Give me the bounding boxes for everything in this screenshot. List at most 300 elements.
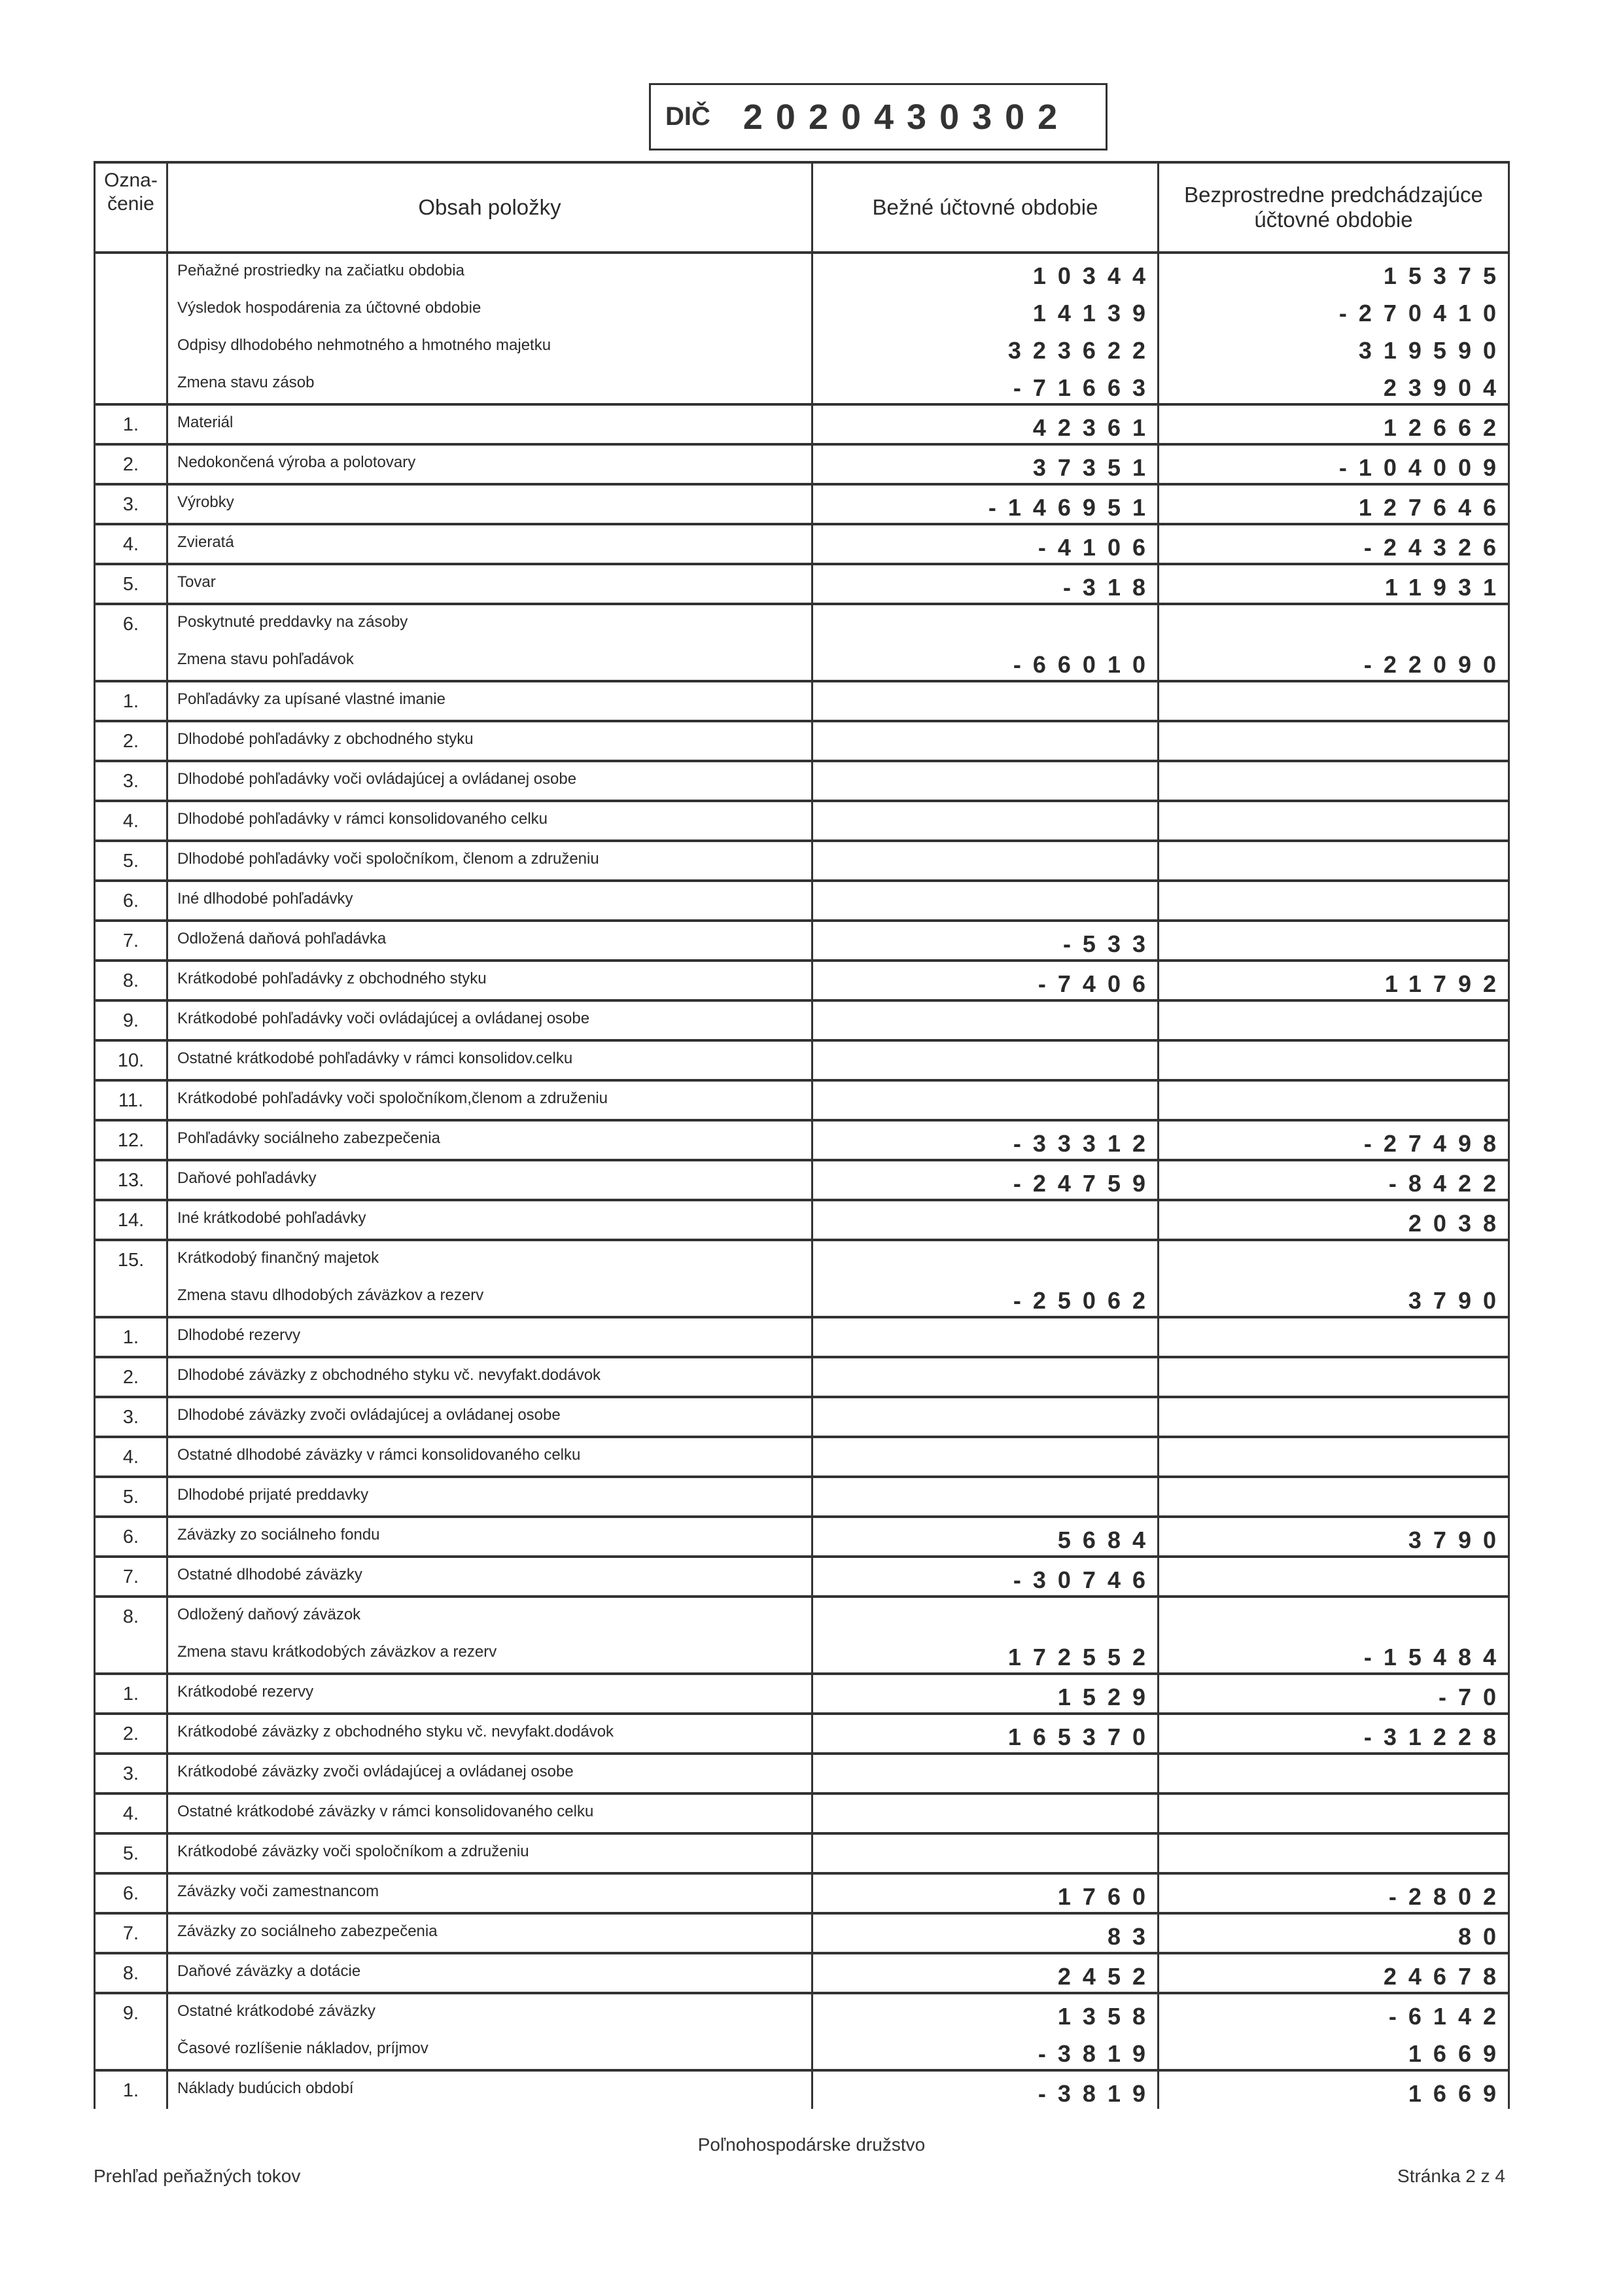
previous-period-value: 1669 <box>1408 2080 1508 2107</box>
row-lines <box>168 1954 1508 1992</box>
row-line <box>168 291 1508 328</box>
item-label: Zmena stavu pohľadávok <box>168 643 813 680</box>
table-row <box>96 1558 1508 1598</box>
row-line <box>168 962 1508 999</box>
table-row <box>96 1835 1508 1875</box>
row-code: 2. <box>96 446 168 483</box>
row-code: 2. <box>96 1715 168 1752</box>
row-code: 12. <box>96 1122 168 1159</box>
row-code: 1. <box>96 2072 168 2109</box>
row-lines <box>168 1994 1508 2069</box>
row-line <box>168 1398 1508 1436</box>
current-period-value: -3819 <box>813 2032 1159 2069</box>
table-row <box>96 1598 1508 1675</box>
previous-period-value <box>1159 1755 1508 1792</box>
current-period-value <box>813 1598 1159 1635</box>
previous-period-value <box>1159 1795 1508 1832</box>
current-period-value: -4106 <box>813 525 1159 563</box>
previous-period-value: 319590 <box>1358 337 1508 364</box>
row-code: 10. <box>96 1042 168 1079</box>
item-label: Krátkodobé záväzky z obchodného styku vč. nevyfakt.dodávok <box>168 1715 813 1752</box>
previous-period-value: -31228 <box>1363 1723 1508 1750</box>
row-code: 8. <box>96 1598 168 1672</box>
previous-period-value: -70 <box>1438 1684 1508 1710</box>
current-period-value: 14139 <box>813 291 1159 328</box>
table-row <box>96 1915 1508 1954</box>
current-period-value: -24759 <box>813 1161 1159 1199</box>
row-code: 11. <box>96 1082 168 1119</box>
previous-period-value: 11931 <box>1384 574 1508 601</box>
row-line <box>168 1478 1508 1515</box>
current-period-value <box>813 605 1159 643</box>
item-label: Daňové pohľadávky <box>168 1161 813 1199</box>
row-line <box>168 922 1508 959</box>
table-row <box>96 406 1508 446</box>
previous-period-value <box>1159 1478 1508 1515</box>
current-period-value: 323622 <box>813 328 1159 366</box>
current-period-value: -33312 <box>813 1122 1159 1159</box>
table-body <box>96 254 1508 2109</box>
previous-period-value: 127646 <box>1358 494 1508 521</box>
table-row <box>96 882 1508 922</box>
row-code: 5. <box>96 1478 168 1515</box>
item-label: Krátkodobý finančný majetok <box>168 1241 813 1279</box>
item-label: Dlhodobé pohľadávky v rámci konsolidovaného celku <box>168 802 813 839</box>
row-lines <box>168 1042 1508 1079</box>
row-code: 2. <box>96 1358 168 1396</box>
row-lines <box>168 446 1508 483</box>
table-row <box>96 1122 1508 1161</box>
row-lines <box>168 842 1508 879</box>
current-period-value <box>813 1082 1159 1119</box>
row-lines <box>168 882 1508 919</box>
table-row <box>96 1438 1508 1478</box>
current-period-value <box>813 1241 1159 1279</box>
table-row <box>96 1478 1508 1518</box>
current-period-value: 5684 <box>813 1518 1159 1555</box>
item-label: Poskytnuté preddavky na zásoby <box>168 605 813 643</box>
previous-period-value: -6142 <box>1388 2003 1508 2030</box>
row-line <box>168 1675 1508 1712</box>
item-label: Dlhodobé pohľadávky voči spoločníkom, členom a združeniu <box>168 842 813 879</box>
row-lines <box>168 1478 1508 1515</box>
current-period-value <box>813 722 1159 760</box>
previous-period-value <box>1159 1835 1508 1872</box>
item-label: Peňažné prostriedky na začiatku obdobia <box>168 254 813 291</box>
row-code: 3. <box>96 486 168 523</box>
row-lines <box>168 525 1508 563</box>
table-row <box>96 254 1508 406</box>
row-lines <box>168 1558 1508 1595</box>
row-lines <box>168 1438 1508 1475</box>
row-code: 6. <box>96 1875 168 1912</box>
previous-period-value <box>1159 802 1508 839</box>
row-lines <box>168 1398 1508 1436</box>
table-row <box>96 1994 1508 2072</box>
item-label: Zmena stavu zásob <box>168 366 813 403</box>
row-code: 3. <box>96 762 168 800</box>
previous-period-value: 12662 <box>1383 414 1508 441</box>
table-row <box>96 1201 1508 1241</box>
row-lines <box>168 565 1508 603</box>
item-label: Materiál <box>168 406 813 443</box>
row-line <box>168 762 1508 800</box>
item-label: Pohľadávky sociálneho zabezpečenia <box>168 1122 813 1159</box>
row-code: 1. <box>96 1675 168 1712</box>
row-code: 5. <box>96 842 168 879</box>
tax-id-value: 2020430302 <box>742 97 1071 137</box>
row-line <box>168 1002 1508 1039</box>
current-period-value: 42361 <box>813 406 1159 443</box>
row-code: 7. <box>96 1558 168 1595</box>
row-line <box>168 1954 1508 1992</box>
row-code: 7. <box>96 1915 168 1952</box>
row-code: 1. <box>96 682 168 720</box>
previous-period-value <box>1159 722 1508 760</box>
organization-name: Poľnohospodárske družstvo <box>697 2134 926 2155</box>
current-period-value: -3819 <box>813 2072 1159 2109</box>
row-code: 15. <box>96 1241 168 1316</box>
row-line <box>168 2032 1508 2069</box>
row-code: 6. <box>96 1518 168 1555</box>
report-name: Prehľad peňažných tokov <box>94 2166 301 2186</box>
row-line <box>168 682 1508 720</box>
column-header-item: Obsah položky <box>168 164 813 251</box>
row-line <box>168 1161 1508 1199</box>
item-label: Náklady budúcich období <box>168 2072 813 2109</box>
current-period-value <box>813 1438 1159 1475</box>
previous-period-value <box>1159 1438 1508 1475</box>
row-line <box>168 605 1508 643</box>
row-code: 4. <box>96 1795 168 1832</box>
row-code: 3. <box>96 1398 168 1436</box>
current-period-value: -318 <box>813 565 1159 603</box>
row-code: 7. <box>96 922 168 959</box>
row-line <box>168 1279 1508 1316</box>
previous-period-value <box>1159 1002 1508 1039</box>
row-line <box>168 254 1508 291</box>
row-lines <box>168 1161 1508 1199</box>
row-line <box>168 1755 1508 1792</box>
row-line <box>168 1795 1508 1832</box>
table-row <box>96 1002 1508 1042</box>
current-period-value <box>813 1755 1159 1792</box>
previous-period-value: -104009 <box>1338 454 1508 481</box>
table-row <box>96 682 1508 722</box>
current-period-value: -146951 <box>813 486 1159 523</box>
table-header <box>96 164 1508 254</box>
row-code: 5. <box>96 1835 168 1872</box>
row-line <box>168 1241 1508 1279</box>
item-label: Odložená daňová pohľadávka <box>168 922 813 959</box>
previous-period-value <box>1159 1398 1508 1436</box>
item-label: Ostatné krátkodobé záväzky <box>168 1994 813 2032</box>
previous-period-value <box>1159 1318 1508 1356</box>
row-lines <box>168 722 1508 760</box>
current-period-value: 83 <box>813 1915 1159 1952</box>
table-row <box>96 1518 1508 1558</box>
row-line <box>168 1915 1508 1952</box>
row-lines <box>168 1358 1508 1396</box>
row-code <box>96 254 168 403</box>
item-label: Zmena stavu krátkodobých záväzkov a rezerv <box>168 1635 813 1672</box>
row-line <box>168 328 1508 366</box>
item-label: Ostatné dlhodobé záväzky v rámci konsolidovaného celku <box>168 1438 813 1475</box>
row-line <box>168 2072 1508 2109</box>
row-code: 4. <box>96 525 168 563</box>
current-period-value <box>813 1795 1159 1832</box>
row-lines <box>168 1875 1508 1912</box>
current-period-value <box>813 1042 1159 1079</box>
item-label: Zvieratá <box>168 525 813 563</box>
row-lines <box>168 254 1508 403</box>
row-code: 9. <box>96 1002 168 1039</box>
table-row <box>96 842 1508 882</box>
table-row <box>96 1795 1508 1835</box>
row-line <box>168 1635 1508 1672</box>
current-period-value <box>813 802 1159 839</box>
previous-period-value: 11792 <box>1384 970 1508 997</box>
table-row <box>96 525 1508 565</box>
row-lines <box>168 1598 1508 1672</box>
table-row <box>96 2072 1508 2109</box>
item-label: Ostatné dlhodobé záväzky <box>168 1558 813 1595</box>
current-period-value: 1760 <box>813 1875 1159 1912</box>
column-header-previous-period: Bezprostredne predchádzajúce účtovné obdobie <box>1184 183 1483 232</box>
current-period-value: 10344 <box>813 254 1159 291</box>
item-label: Výsledok hospodárenia za účtovné obdobie <box>168 291 813 328</box>
row-lines <box>168 1002 1508 1039</box>
table-row <box>96 1715 1508 1755</box>
row-line <box>168 1994 1508 2032</box>
previous-period-value <box>1159 1558 1508 1595</box>
table-row <box>96 565 1508 605</box>
row-code: 2. <box>96 722 168 760</box>
table-row <box>96 486 1508 525</box>
row-lines <box>168 1915 1508 1952</box>
cash-flow-table <box>94 161 1510 2109</box>
item-label: Odložený daňový záväzok <box>168 1598 813 1635</box>
row-line <box>168 1122 1508 1159</box>
current-period-value <box>813 762 1159 800</box>
current-period-value <box>813 1835 1159 1872</box>
row-code: 9. <box>96 1994 168 2069</box>
item-label: Odpisy dlhodobého nehmotného a hmotného majetku <box>168 328 813 366</box>
current-period-value <box>813 1318 1159 1356</box>
table-row <box>96 1082 1508 1122</box>
row-lines <box>168 962 1508 999</box>
row-lines <box>168 802 1508 839</box>
row-lines <box>168 406 1508 443</box>
row-code: 14. <box>96 1201 168 1239</box>
row-line <box>168 1318 1508 1356</box>
previous-period-value: 1669 <box>1408 2040 1508 2067</box>
row-line <box>168 1518 1508 1555</box>
row-lines <box>168 922 1508 959</box>
item-label: Dlhodobé pohľadávky voči ovládajúcej a ovládanej osobe <box>168 762 813 800</box>
current-period-value: -66010 <box>813 643 1159 680</box>
table-row <box>96 1954 1508 1994</box>
previous-period-value: 3790 <box>1408 1287 1508 1314</box>
row-line <box>168 1358 1508 1396</box>
table-row <box>96 722 1508 762</box>
previous-period-value: 2038 <box>1408 1210 1508 1237</box>
item-label: Dlhodobé záväzky zvoči ovládajúcej a ovládanej osobe <box>168 1398 813 1436</box>
item-label: Zmena stavu dlhodobých záväzkov a rezerv <box>168 1279 813 1316</box>
row-lines <box>168 1318 1508 1356</box>
previous-period-value <box>1159 1358 1508 1396</box>
current-period-value: 1529 <box>813 1675 1159 1712</box>
previous-period-value: 80 <box>1457 1923 1508 1950</box>
row-lines <box>168 1715 1508 1752</box>
previous-period-value: 15375 <box>1383 262 1508 289</box>
page-number: Stránka 2 z 4 <box>1397 2166 1505 2186</box>
row-code: 8. <box>96 962 168 999</box>
table-row <box>96 1875 1508 1915</box>
row-line <box>168 525 1508 563</box>
table-row <box>96 1398 1508 1438</box>
column-header-code: Ozna- čenie <box>96 164 168 251</box>
table-row <box>96 1161 1508 1201</box>
item-label: Krátkodobé pohľadávky voči spoločníkom,členom a združeniu <box>168 1082 813 1119</box>
item-label: Iné krátkodobé pohľadávky <box>168 1201 813 1239</box>
current-period-value: -7406 <box>813 962 1159 999</box>
table-row <box>96 1358 1508 1398</box>
item-label: Dlhodobé rezervy <box>168 1318 813 1356</box>
current-period-value <box>813 1398 1159 1436</box>
table-row <box>96 802 1508 842</box>
row-line <box>168 643 1508 680</box>
row-lines <box>168 1201 1508 1239</box>
item-label: Ostatné krátkodobé pohľadávky v rámci konsolidov.celku <box>168 1042 813 1079</box>
previous-period-value: -2802 <box>1388 1883 1508 1910</box>
row-line <box>168 565 1508 603</box>
previous-period-value: -15484 <box>1363 1644 1508 1670</box>
previous-period-value: -27498 <box>1363 1130 1508 1157</box>
row-line <box>168 882 1508 919</box>
previous-period-value <box>1159 882 1508 919</box>
current-period-value <box>813 1201 1159 1239</box>
previous-period-value <box>1159 1082 1508 1119</box>
previous-period-value: 24678 <box>1383 1963 1508 1990</box>
previous-period-value <box>1159 1241 1508 1279</box>
row-line <box>168 406 1508 443</box>
item-label: Iné dlhodobé pohľadávky <box>168 882 813 919</box>
row-line <box>168 1715 1508 1752</box>
row-code: 6. <box>96 882 168 919</box>
row-lines <box>168 762 1508 800</box>
item-label: Tovar <box>168 565 813 603</box>
current-period-value <box>813 882 1159 919</box>
row-code: 1. <box>96 1318 168 1356</box>
previous-period-value <box>1159 842 1508 879</box>
row-line <box>168 1438 1508 1475</box>
row-lines <box>168 2072 1508 2109</box>
row-line <box>168 1598 1508 1635</box>
table-row <box>96 1675 1508 1715</box>
row-lines <box>168 1675 1508 1712</box>
current-period-value: -25062 <box>813 1279 1159 1316</box>
previous-period-value: -8422 <box>1388 1170 1508 1197</box>
table-row <box>96 922 1508 962</box>
item-label: Časové rozlíšenie nákladov, príjmov <box>168 2032 813 2069</box>
tax-id-box <box>649 83 1108 150</box>
column-header-current-period: Bežné účtovné obdobie <box>813 164 1159 251</box>
current-period-value: 1358 <box>813 1994 1159 2032</box>
row-lines <box>168 1082 1508 1119</box>
row-lines <box>168 1518 1508 1555</box>
row-line <box>168 1042 1508 1079</box>
table-row <box>96 1755 1508 1795</box>
current-period-value: -71663 <box>813 366 1159 403</box>
tax-id-label: DIČ <box>665 102 710 131</box>
item-label: Nedokončená výroba a polotovary <box>168 446 813 483</box>
table-row <box>96 1318 1508 1358</box>
row-code: 4. <box>96 802 168 839</box>
row-code: 5. <box>96 565 168 603</box>
row-lines <box>168 1122 1508 1159</box>
previous-period-value <box>1159 1042 1508 1079</box>
previous-period-value <box>1159 922 1508 959</box>
table-row <box>96 446 1508 486</box>
previous-period-value: -270410 <box>1338 300 1508 327</box>
previous-period-value <box>1159 762 1508 800</box>
row-line <box>168 1082 1508 1119</box>
row-lines <box>168 605 1508 680</box>
table-row <box>96 605 1508 682</box>
item-label: Krátkodobé záväzky zvoči ovládajúcej a ovládanej osobe <box>168 1755 813 1792</box>
current-period-value <box>813 842 1159 879</box>
row-lines <box>168 486 1508 523</box>
item-label: Krátkodobé záväzky voči spoločníkom a združeniu <box>168 1835 813 1872</box>
row-code: 1. <box>96 406 168 443</box>
item-label: Výrobky <box>168 486 813 523</box>
table-row <box>96 1042 1508 1082</box>
previous-period-value: -24326 <box>1363 534 1508 561</box>
item-label: Dlhodobé pohľadávky z obchodného styku <box>168 722 813 760</box>
item-label: Záväzky voči zamestnancom <box>168 1875 813 1912</box>
row-line <box>168 842 1508 879</box>
row-line <box>168 486 1508 523</box>
row-line <box>168 722 1508 760</box>
table-row <box>96 762 1508 802</box>
previous-period-value <box>1159 605 1508 643</box>
row-lines <box>168 1241 1508 1316</box>
item-label: Daňové záväzky a dotácie <box>168 1954 813 1992</box>
row-code: 13. <box>96 1161 168 1199</box>
table-row <box>96 1241 1508 1318</box>
row-lines <box>168 1755 1508 1792</box>
row-code: 8. <box>96 1954 168 1992</box>
item-label: Pohľadávky za upísané vlastné imanie <box>168 682 813 720</box>
row-line <box>168 1835 1508 1872</box>
previous-period-value: -22090 <box>1363 651 1508 678</box>
row-lines <box>168 1795 1508 1832</box>
row-lines <box>168 682 1508 720</box>
item-label: Krátkodobé pohľadávky voči ovládajúcej a ovládanej osobe <box>168 1002 813 1039</box>
previous-period-value <box>1159 1598 1508 1635</box>
current-period-value <box>813 1358 1159 1396</box>
row-code: 6. <box>96 605 168 680</box>
item-label: Ostatné krátkodobé záväzky v rámci konsolidovaného celku <box>168 1795 813 1832</box>
item-label: Záväzky zo sociálneho fondu <box>168 1518 813 1555</box>
current-period-value: -533 <box>813 922 1159 959</box>
item-label: Dlhodobé prijaté preddavky <box>168 1478 813 1515</box>
row-line <box>168 1875 1508 1912</box>
current-period-value: 165370 <box>813 1715 1159 1752</box>
previous-period-value: 3790 <box>1408 1527 1508 1553</box>
row-line <box>168 1201 1508 1239</box>
